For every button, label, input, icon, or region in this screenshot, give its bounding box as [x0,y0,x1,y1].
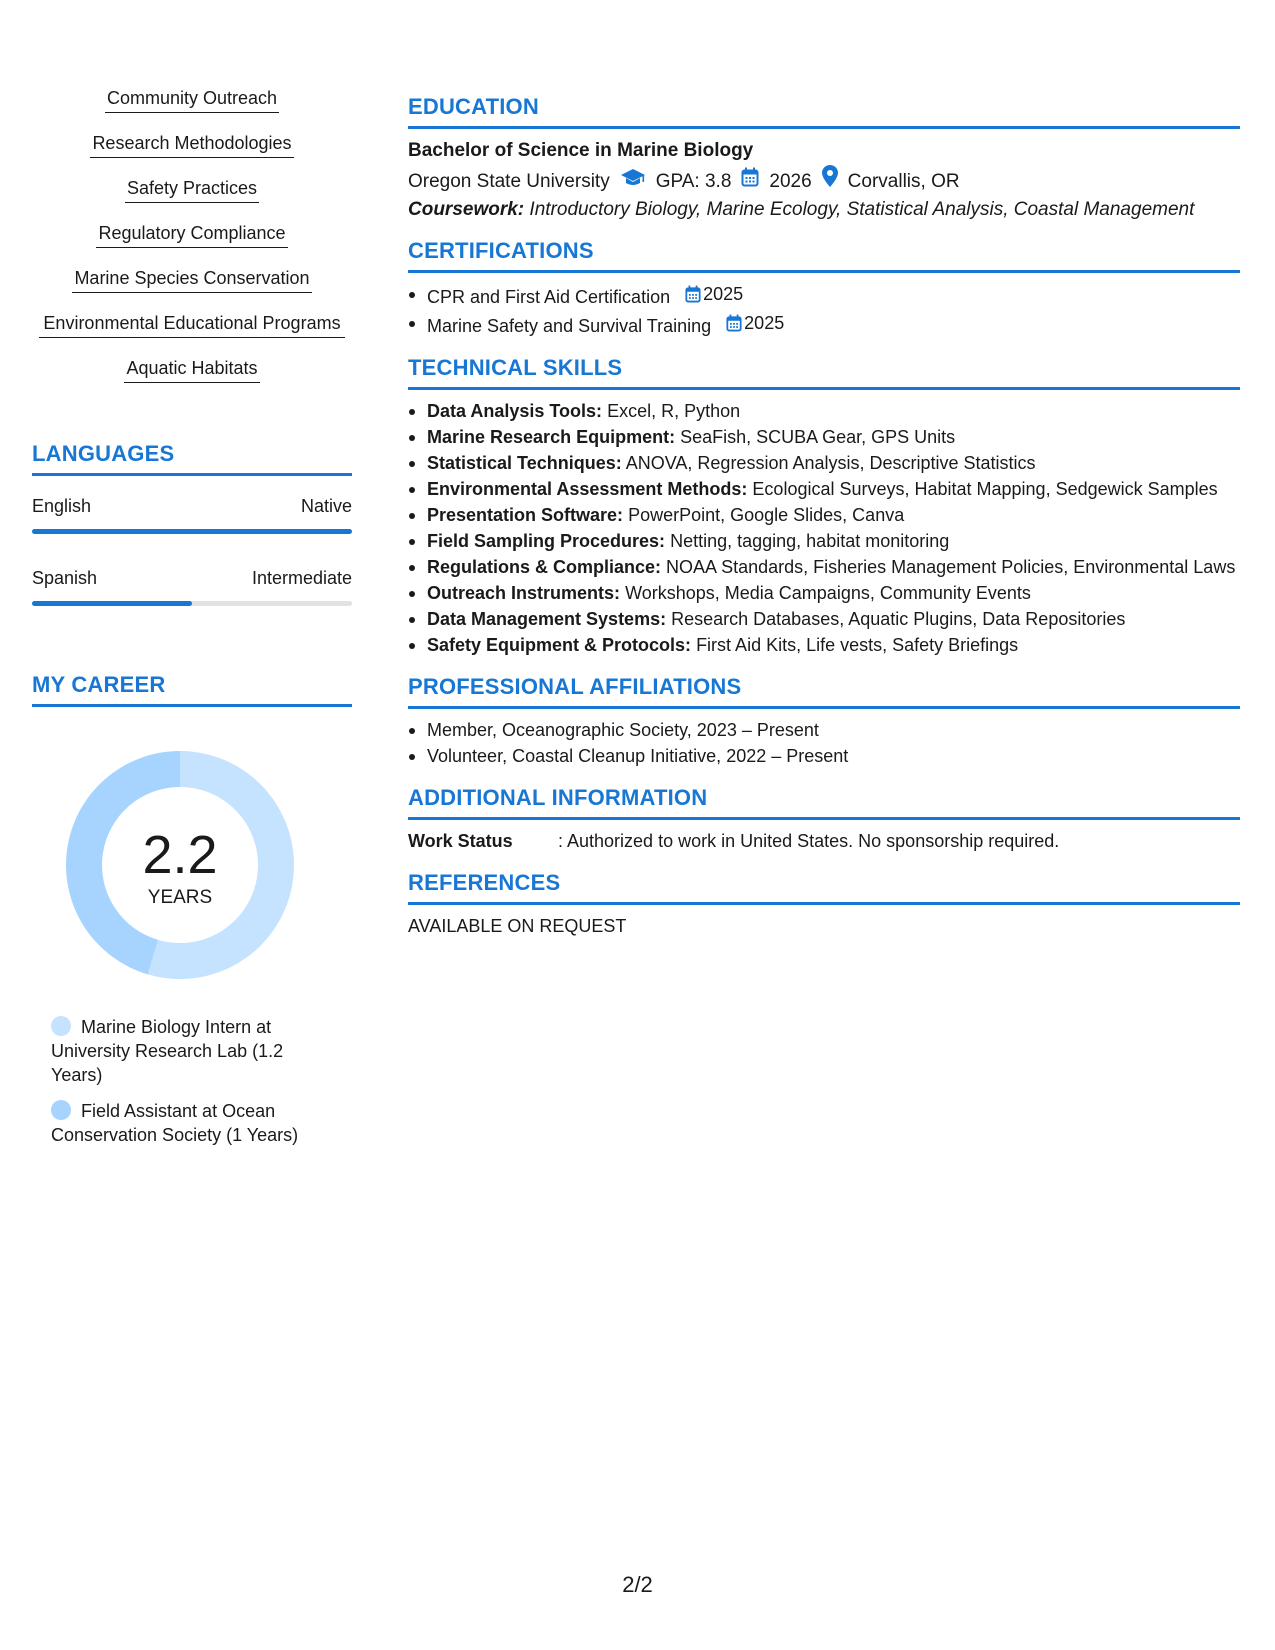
work-status-value: : Authorized to work in United States. No sponsorship required. [558,831,1060,851]
affiliations-list [408,717,1240,769]
skill-category: Safety Equipment & Protocols: [427,635,692,655]
certifications-section [408,238,1240,339]
gpa: GPA: 3.8 [655,170,732,192]
technical-skills-heading: TECHNICAL SKILLS [408,355,1240,390]
skill-values: Excel, R, Python [607,401,741,421]
graduation-cap-icon [620,166,646,198]
skill-values: Workshops, Media Campaigns, Community Events [625,583,1031,603]
language-bar [32,601,352,606]
affiliations-section [408,674,1240,769]
affiliation-item: Volunteer, Coastal Cleanup Initiative, 2022 – Present [408,743,1240,769]
technical-skill-item [408,424,1240,450]
skill-values: ANOVA, Regression Analysis, Descriptive Statistics [625,453,1036,473]
skill-category: Regulations & Compliance: [427,557,662,577]
calendar-icon [685,285,701,303]
coursework [408,198,1240,222]
skill-category: Statistical Techniques: [427,453,622,473]
references-heading: REFERENCES [408,870,1240,905]
references-text: AVAILABLE ON REQUEST [408,916,627,936]
legend-dot [51,1100,71,1120]
skill-values: SeaFish, SCUBA Gear, GPS Units [680,427,956,447]
education-heading: EDUCATION [408,94,1240,129]
career-unit: YEARS [147,887,213,908]
page-number: 2/2 [622,1572,653,1597]
school-location: Corvallis, OR [847,170,960,192]
technical-skill-item [408,554,1240,580]
language-name: English [32,496,92,516]
legend-label: Field Assistant at Ocean Conservation Society (1 Years) [51,1101,299,1145]
language-level: Intermediate [251,568,352,588]
calendar-icon [726,314,742,332]
skill-values: First Aid Kits, Life vests, Safety Briefings [696,635,1019,655]
skill-values: Research Databases, Aquatic Plugins, Data Repositories [671,609,1126,629]
skill-values: Ecological Surveys, Habitat Mapping, Sedgewick Samples [752,479,1218,499]
certification-item [408,310,1240,339]
skill-tag: Aquatic Habitats [124,356,259,383]
career-section [32,672,352,1147]
language-level: Native [300,496,352,516]
career-legend [51,1015,311,1147]
technical-skill-item [408,632,1240,658]
skill-category: Environmental Assessment Methods: [427,479,748,499]
certification-year: 2025 [703,284,744,304]
location-pin-icon [822,165,838,198]
left-column [32,86,352,1159]
degree: Bachelor of Science in Marine Biology [408,140,754,161]
technical-skills-section [408,355,1240,658]
skill-tag: Regulatory Compliance [96,221,287,248]
skill-category: Data Analysis Tools: [427,401,603,421]
languages-heading: LANGUAGES [32,441,352,476]
skill-values: Netting, tagging, habitat monitoring [670,531,950,551]
affiliations-heading: PROFESSIONAL AFFILIATIONS [408,674,1240,709]
skill-tag: Community Outreach [105,86,279,113]
technical-skill-item [408,398,1240,424]
coursework-list: Introductory Biology, Marine Ecology, Statistical Analysis, Coastal Management [529,199,1195,220]
technical-skill-item [408,476,1240,502]
skill-tag: Research Methodologies [90,131,293,158]
references-section [408,870,1240,939]
skill-values: PowerPoint, Google Slides, Canva [628,505,905,525]
school-name: Oregon State University [408,170,610,192]
affiliation-item: Member, Oceanographic Society, 2023 – Present [408,717,1240,743]
legend-label: Marine Biology Intern at University Research Lab (1.2 Years) [51,1017,284,1085]
calendar-icon [741,166,759,198]
certification-name: CPR and First Aid Certification [427,287,671,307]
technical-skill-item [408,606,1240,632]
work-status-label: Work Status [408,831,513,851]
certifications-heading: CERTIFICATIONS [408,238,1240,273]
languages-section [32,441,352,606]
legend-dot [51,1016,71,1036]
skill-category: Marine Research Equipment: [427,427,676,447]
certification-year: 2025 [744,313,785,333]
skill-tag: Safety Practices [125,176,259,203]
certifications-list [408,281,1240,339]
certification-name: Marine Safety and Survival Training [427,316,712,336]
skill-category: Presentation Software: [427,505,624,525]
career-donut-chart [66,751,294,979]
legend-item [51,1099,311,1147]
right-column [408,94,1240,955]
language-row [32,568,352,589]
skill-values: NOAA Standards, Fisheries Management Policies, Environmental Laws [666,557,1236,577]
technical-skill-item [408,528,1240,554]
career-heading: MY CAREER [32,672,352,707]
language-bar-fill [32,601,192,606]
certification-date [726,310,784,336]
technical-skill-item [408,580,1240,606]
education-section [408,94,1240,222]
additional-info-section [408,785,1240,854]
language-bar-fill [32,529,352,534]
certification-item [408,281,1240,310]
technical-skill-item [408,502,1240,528]
technical-skill-item [408,450,1240,476]
language-bar [32,529,352,534]
skills-list [32,86,352,401]
skill-category: Outreach Instruments: [427,583,621,603]
education-meta [408,165,1240,198]
skill-category: Data Management Systems: [427,609,667,629]
technical-skills-list [408,398,1240,658]
graduation-year: 2026 [769,170,812,192]
skill-category: Field Sampling Procedures: [427,531,666,551]
language-name: Spanish [32,568,98,588]
career-total: 2.2 [142,825,218,885]
language-row [32,496,352,517]
skill-tag: Environmental Educational Programs [39,311,345,338]
legend-item [51,1015,311,1087]
work-status-row [408,828,1240,854]
skill-tag: Marine Species Conservation [72,266,311,293]
additional-info-heading: ADDITIONAL INFORMATION [408,785,1240,820]
coursework-label: Coursework: [408,199,525,220]
certification-date [685,281,743,307]
